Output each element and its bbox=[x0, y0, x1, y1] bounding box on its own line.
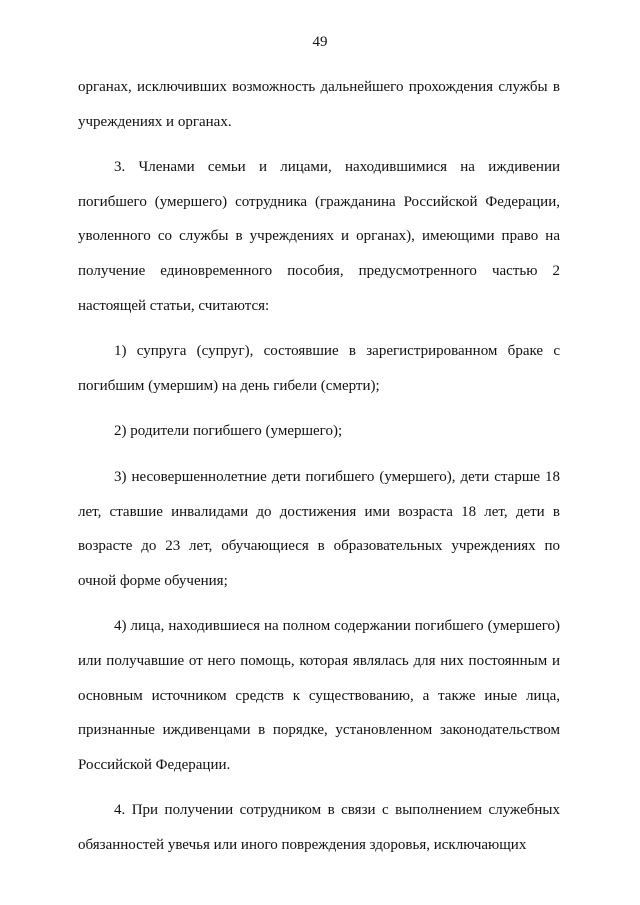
paragraph-item-1: 1) супруга (супруг), состоявшие в зарегистрированном браке с погибшим (умершим) на день гибели (смерти); bbox=[78, 343, 560, 394]
paragraph-item-2: 2) родители погибшего (умершего); bbox=[114, 423, 343, 440]
page-number: 49 bbox=[312, 34, 328, 50]
paragraph-continuation: органах, исключивших возможность дальнейшего прохождения службы в учреждениях и органах. bbox=[78, 79, 560, 130]
paragraph-clause-4: 4. При получении сотрудником в связи с выполнением служебных обязанностей увечья или иного повреждения здоровья, исключающих bbox=[78, 802, 560, 853]
document-body bbox=[78, 70, 560, 862]
paragraph-item-3: 3) несовершеннолетние дети погибшего (умершего), дети старше 18 лет, ставшие инвалидами до достижения ими возраста 18 лет, дети в возрасте до 23 лет, обучающиеся в образовательных учреждениях по очной форме обучения; bbox=[78, 468, 560, 589]
paragraph-item-4: 4) лица, находившиеся на полном содержании погибшего (умершего) или получавшие от него помощь, которая являлась для них постоянным и основным источником средств к существованию, а также иные лица, признанные иждивенцами в порядке, установленном законодательством Российской Федерации. bbox=[78, 618, 560, 773]
paragraph-clause-3: 3. Членами семьи и лицами, находившимися на иждивении погибшего (умершего) сотрудника (гражданина Российской Федерации, уволенного со службы в учреждениях и органах), имеющими право на получение единовременного пособия, предусмотренного частью 2 настоящей статьи, считаются: bbox=[78, 159, 560, 314]
